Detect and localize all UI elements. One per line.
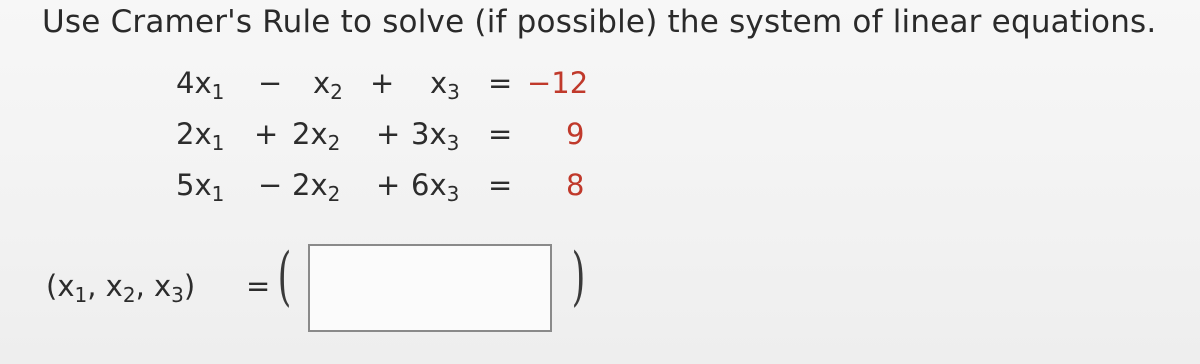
eq3-term3-sub: 3: [446, 182, 460, 206]
equation-row-3: [0, 168, 1200, 208]
eq3-op1: −: [258, 168, 283, 202]
eq3-term3: [411, 168, 460, 206]
answer-label-sub: 2: [122, 283, 136, 307]
eq2-rhs: 9: [566, 117, 585, 151]
eq2-term2: [292, 117, 341, 155]
eq1-op1: −: [258, 66, 283, 100]
eq1-term1: [176, 66, 225, 104]
eq1-rhs: −12: [527, 66, 589, 100]
eq3-term2-sub: 2: [327, 182, 341, 206]
close-paren: ): [571, 240, 586, 314]
eq2-term2-coef: 2x: [292, 117, 328, 151]
eq2-term3-sub: 3: [446, 131, 460, 155]
answer-label-sub: 3: [171, 283, 184, 307]
eq2-term1-sub: 1: [211, 131, 225, 155]
eq1-term1-sub: 1: [211, 80, 225, 104]
open-paren: (: [277, 240, 292, 314]
eq3-term1-coef: 5x: [176, 168, 212, 202]
answer-label-part: , x: [87, 269, 123, 303]
eq3-term2: [292, 168, 341, 206]
eq3-op2: +: [376, 168, 401, 202]
eq2-term3: [411, 117, 460, 155]
eq3-term3-coef: 6x: [411, 168, 447, 202]
eq1-term3-sub: 3: [447, 80, 460, 104]
eq3-term2-coef: 2x: [292, 168, 328, 202]
eq2-equals: =: [488, 117, 513, 151]
eq1-equals: =: [488, 66, 513, 100]
eq1-term2: [313, 66, 343, 104]
answer-label: [46, 269, 196, 307]
eq2-term3-coef: 3x: [411, 117, 447, 151]
eq2-op1: +: [254, 117, 279, 151]
eq2-term1: [176, 117, 225, 155]
eq2-term1-coef: 2x: [176, 117, 212, 151]
eq2-term2-sub: 2: [327, 131, 341, 155]
eq1-term2-sub: 2: [330, 80, 343, 104]
eq1-term3: [430, 66, 460, 104]
eq3-term1-sub: 1: [211, 182, 225, 206]
equation-row-1: [0, 66, 1200, 106]
eq2-op2: +: [376, 117, 401, 151]
answer-label-part: , x: [135, 269, 172, 303]
answer-label-sub: 1: [74, 283, 88, 307]
answer-label-part: (x: [46, 269, 75, 303]
eq1-op2: +: [370, 66, 395, 100]
equation-row-2: [0, 117, 1200, 157]
eq3-rhs: 8: [566, 168, 585, 202]
answer-label-part: ): [183, 269, 196, 303]
eq1-term1-coef: 4x: [176, 66, 212, 100]
eq3-term1: [176, 168, 225, 206]
eq3-equals: =: [488, 168, 513, 202]
answer-equals: =: [246, 269, 271, 303]
instruction-text: Use Cramer's Rule to solve (if possible) the system of linear equations.: [42, 4, 1157, 40]
eq1-term3-coef: x: [430, 66, 448, 100]
answer-input[interactable]: [308, 244, 552, 332]
eq1-term2-coef: x: [313, 66, 331, 100]
